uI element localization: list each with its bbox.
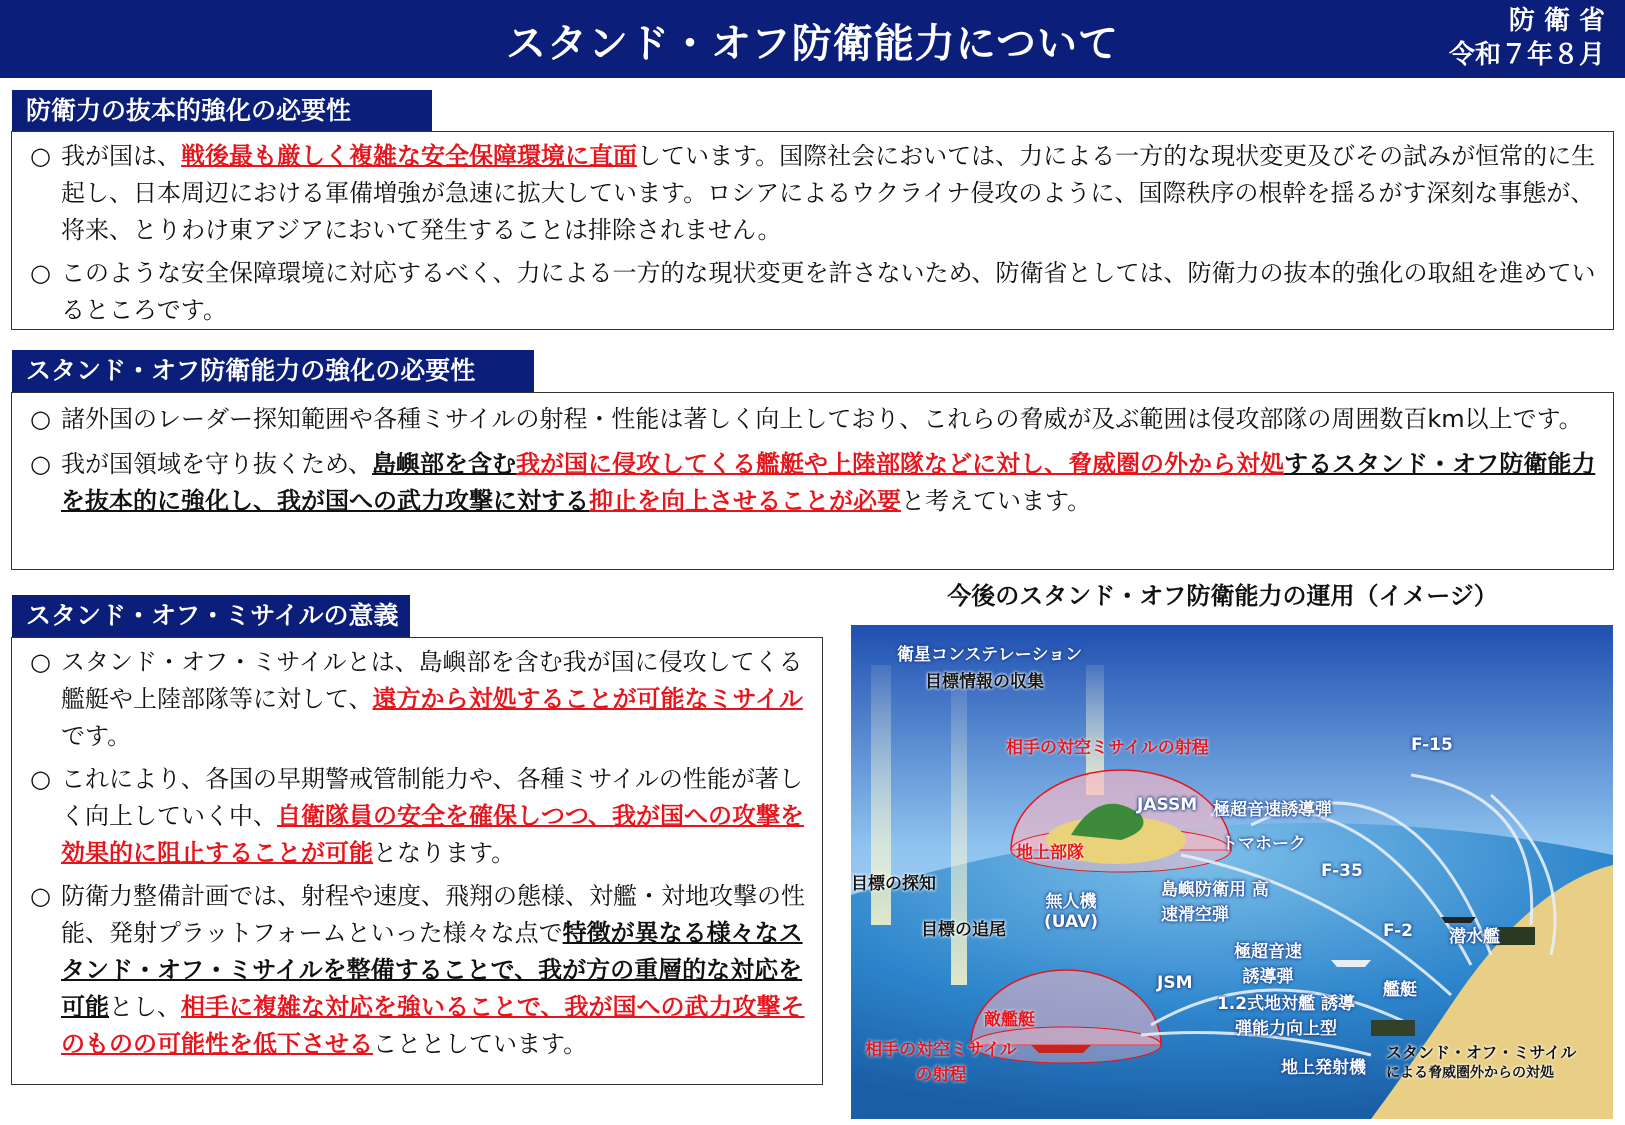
sensor-beam bbox=[951, 685, 967, 985]
s3p2-text-a: これにより、各国の早期警戒管制能力や、各種ミサイルの性能が著しく向上していく中、 bbox=[61, 765, 803, 830]
label-enemy-ship: 敵艦艇 bbox=[984, 1010, 1035, 1030]
label-type12: 1.2式地対艦 誘導弾能力向上型 bbox=[1216, 994, 1356, 1039]
label-f2: F-2 bbox=[1383, 921, 1413, 941]
section1-title: 防衛力の抜本的強化の必要性 bbox=[26, 96, 352, 125]
s2p2-bold-d: するスタンド・オフ防衛能力を抜本的に強化し、我が国への武力攻撃に対する bbox=[61, 450, 1596, 515]
label-ship: 艦艇 bbox=[1383, 980, 1417, 1000]
label-island-glide: 島嶼防衛用 高速滑空弾 bbox=[1161, 880, 1269, 925]
section2-heading bbox=[12, 350, 534, 392]
bullet-circle: ○ bbox=[30, 450, 51, 478]
s2p2-text-a: 我が国領域を守り抜くため、 bbox=[61, 450, 373, 478]
label-jsm: JSM bbox=[1157, 973, 1193, 993]
label-satellite-constellation: 衛星コンステレーション bbox=[897, 645, 1083, 665]
label-collect-target-info: 目標情報の収集 bbox=[925, 672, 1044, 692]
s3p2-emphasis: 自衛隊員の安全を確保しつつ、我が国への攻撃を効果的に阻止することが可能 bbox=[61, 802, 805, 867]
s1p1-text-c: しています。国際社会においては、力による一方的な現状変更及びその試みが恒常的に生起し、日本周辺における軍備増強が急速に拡大しています。ロシアによるウクライナ侵攻のように、国際秩序の根幹を揺るがす深刻な事態が、将来、とりわけ東アジアにおいて発生することは排除されません。 bbox=[61, 142, 1596, 244]
ministry-name: 防 衛 省 bbox=[1508, 6, 1605, 36]
s3p1-emphasis: 遠方から対処することが可能なミサイル bbox=[372, 685, 803, 713]
label-hypersonic-cruise: 極超音速誘導弾 bbox=[1213, 800, 1332, 820]
section1-paragraph-1 bbox=[16, 138, 1603, 249]
s3p3-text-a: 防衛力整備計画では、射程や速度、飛翔の態様、対艦・対地攻撃の性能、発射プラットフォームといった様々な点で bbox=[61, 882, 805, 947]
s2p1-text: 諸外国のレーダー探知範囲や各種ミサイルの射程・性能は著しく向上しており、これらの脅威が及ぶ範囲は侵攻部隊の周囲数百km以上です。 bbox=[61, 405, 1583, 433]
bullet-circle: ○ bbox=[30, 765, 51, 793]
type12-launcher bbox=[1371, 1020, 1415, 1036]
label-submarine: 潜水艦 bbox=[1449, 927, 1500, 947]
s3p1-text-c: です。 bbox=[61, 722, 132, 750]
bullet-circle: ○ bbox=[30, 405, 51, 433]
s3p3-text-c: とし、 bbox=[109, 993, 181, 1021]
label-target-tracking: 目標の追尾 bbox=[921, 920, 1006, 940]
label-enemy-range-top: 相手の対空ミサイルの射程 bbox=[1006, 738, 1209, 758]
label-uav: 無人機 (UAV) bbox=[1044, 892, 1098, 932]
page-title: スタンド・オフ防衛能力について bbox=[506, 21, 1119, 67]
s3p3-text-e: こととしています。 bbox=[373, 1030, 588, 1058]
s2p2-bold-b: 島嶼部を含む bbox=[372, 450, 517, 478]
section2-box bbox=[11, 392, 1614, 570]
s3p3-bold-b: 特徴が異なる様々なスタンド・オフ・ミサイルを整備することで、我が方の重層的な対応を可能 bbox=[61, 919, 803, 1021]
s3p1-text-a: スタンド・オフ・ミサイルとは、島嶼部を含む我が国に侵攻してくる艦艇や上陸部隊等に対して、 bbox=[61, 648, 803, 713]
label-standoff-missile: スタンド・オフ・ミサイル bbox=[1386, 1043, 1577, 1062]
s1p1-emphasis: 戦後最も厳しく複雑な安全保障環境に直面 bbox=[181, 142, 637, 170]
s2p2-text-f: と考えています。 bbox=[901, 487, 1092, 515]
label-target-detection: 目標の探知 bbox=[851, 874, 936, 894]
section3-box bbox=[11, 637, 823, 1085]
bullet-circle: ○ bbox=[30, 882, 51, 910]
label-hypersonic-missile: 極超音速 誘導弾 bbox=[1234, 942, 1302, 987]
bullet-circle: ○ bbox=[30, 259, 51, 287]
bullet-circle: ○ bbox=[30, 648, 51, 676]
section3-title: スタンド・オフ・ミサイルの意義 bbox=[26, 601, 399, 630]
section1-paragraph-2 bbox=[16, 255, 1603, 329]
label-tomahawk: トマホーク bbox=[1221, 834, 1306, 854]
label-f35: F-35 bbox=[1321, 861, 1363, 881]
section1-heading bbox=[12, 90, 432, 132]
label-ground-launcher: 地上発射機 bbox=[1281, 1058, 1366, 1078]
section3-paragraph-2 bbox=[16, 761, 812, 872]
standoff-operation-diagram bbox=[851, 625, 1613, 1119]
label-jassm: JASSM bbox=[1137, 795, 1198, 815]
s2p2-emphasis-e: 抑止を向上させることが必要 bbox=[589, 487, 901, 515]
label-enemy-range-bottom: 相手の対空ミサイル の射程 bbox=[865, 1040, 1017, 1085]
label-f15: F-15 bbox=[1411, 735, 1453, 755]
section2-paragraph-1 bbox=[16, 401, 1603, 438]
s3p2-text-c: となります。 bbox=[373, 839, 516, 867]
ministry-block bbox=[1449, 4, 1605, 72]
label-standoff-response: による脅威圏外からの対処 bbox=[1386, 1065, 1554, 1081]
section3-paragraph-1 bbox=[16, 644, 812, 755]
publication-date: 令和７年８月 bbox=[1448, 40, 1605, 70]
enemy-ship-icon bbox=[1031, 1045, 1091, 1053]
bullet-circle: ○ bbox=[30, 142, 51, 170]
section1-box bbox=[11, 131, 1614, 330]
label-landing-force: 地上部隊 bbox=[1016, 843, 1084, 863]
s1p1-text-a: 我が国は、 bbox=[61, 142, 181, 170]
s3p3-emphasis-d: 相手に複雑な対応を強いることで、我が国への武力攻撃そのものの可能性を低下させる bbox=[61, 993, 805, 1058]
ship-icon bbox=[1331, 960, 1371, 967]
header-banner bbox=[0, 0, 1625, 78]
section3-paragraph-3 bbox=[16, 878, 812, 1063]
section2-title: スタンド・オフ防衛能力の強化の必要性 bbox=[26, 356, 476, 385]
diagram-caption: 今後のスタンド・オフ防衛能力の運用（イメージ） bbox=[947, 582, 1498, 610]
section3-heading bbox=[12, 595, 410, 637]
s1p2-text: このような安全保障環境に対応するべく、力による一方的な現状変更を許さないため、防衛省としては、防衛力の抜本的強化の取組を進めているところです。 bbox=[61, 259, 1596, 324]
s2p2-emphasis-c: 我が国に侵攻してくる艦艇や上陸部隊などに対し、脅威圏の外から対処 bbox=[516, 450, 1285, 478]
section2-paragraph-2 bbox=[16, 446, 1603, 520]
